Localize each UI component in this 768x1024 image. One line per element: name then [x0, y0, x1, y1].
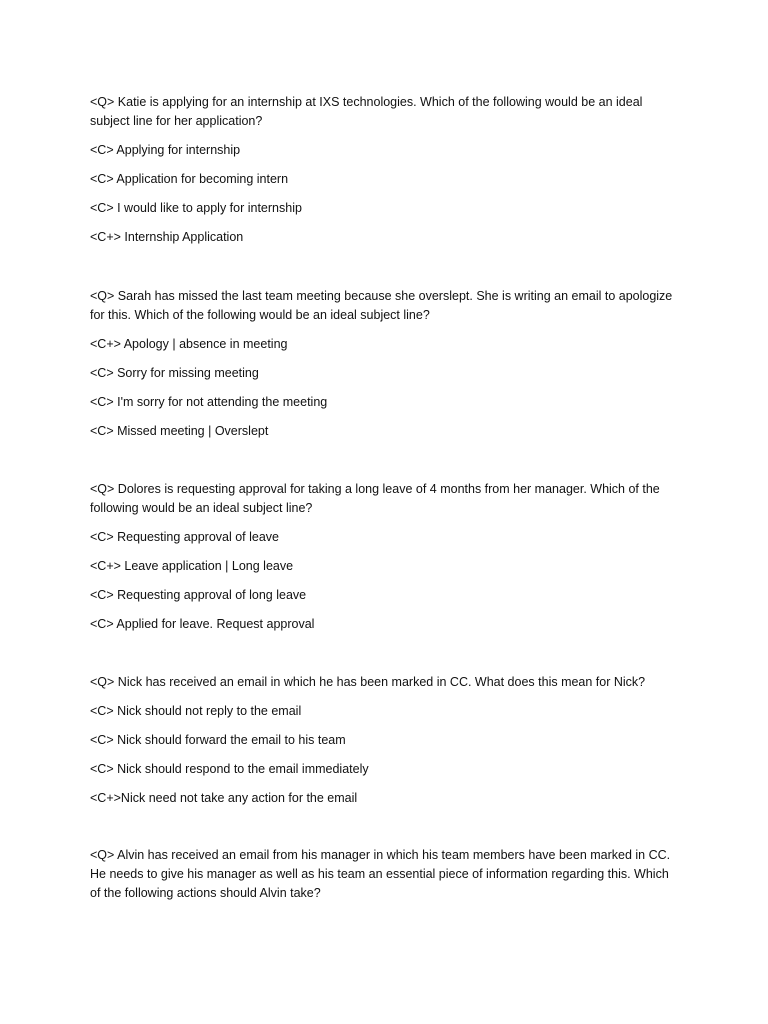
question-text: <Q> Dolores is requesting approval for taking a long leave of 4 months from her manager. Which of the following would be an ideal subject line?	[90, 482, 660, 515]
choice-item: <C> Missed meeting | Overslept	[90, 424, 269, 438]
choice-item: <C> Requesting approval of leave	[90, 530, 280, 544]
question-block-2	[90, 287, 680, 451]
choice-item: <C> I'm sorry for not attending the meeting	[90, 395, 328, 409]
question-block-5	[90, 846, 680, 913]
choice-item: <C> Nick should not reply to the email	[90, 704, 302, 718]
question-block-3	[90, 480, 680, 644]
choice-item-correct: <C+> Leave application | Long leave	[90, 559, 294, 573]
choice-item-correct: <C+>Nick need not take any action for the email	[90, 791, 358, 805]
choice-item: <C> Requesting approval of long leave	[90, 588, 307, 602]
choice-item: <C> Sorry for missing meeting	[90, 366, 259, 380]
choice-item-correct: <C+> Internship Application	[90, 230, 244, 244]
question-text: <Q> Nick has received an email in which he has been marked in CC. What does this mean for Nick?	[90, 675, 646, 689]
question-block-4	[90, 673, 680, 818]
choice-item: <C> Nick should respond to the email immediately	[90, 762, 369, 776]
choice-item: <C> Applied for leave. Request approval	[90, 617, 315, 631]
question-block-1	[90, 93, 680, 257]
question-text: <Q> Katie is applying for an internship at IXS technologies. Which of the following would be an ideal subject line for her application?	[90, 95, 643, 128]
choice-item-correct: <C+> Apology | absence in meeting	[90, 337, 288, 351]
question-text: <Q> Alvin has received an email from his manager in which his team members have been marked in CC. He needs to give his manager as well as his team an essential piece of information regarding this. Which of the following actions should Alvin take?	[90, 848, 671, 900]
choice-item: <C> Application for becoming intern	[90, 172, 289, 186]
choice-item: <C> Nick should forward the email to his team	[90, 733, 346, 747]
question-text: <Q> Sarah has missed the last team meeting because she overslept. She is writing an email to apologize for this. Which of the following would be an ideal subject line?	[90, 289, 673, 322]
choice-item: <C> Applying for internship	[90, 143, 241, 157]
choice-item: <C> I would like to apply for internship	[90, 201, 302, 215]
